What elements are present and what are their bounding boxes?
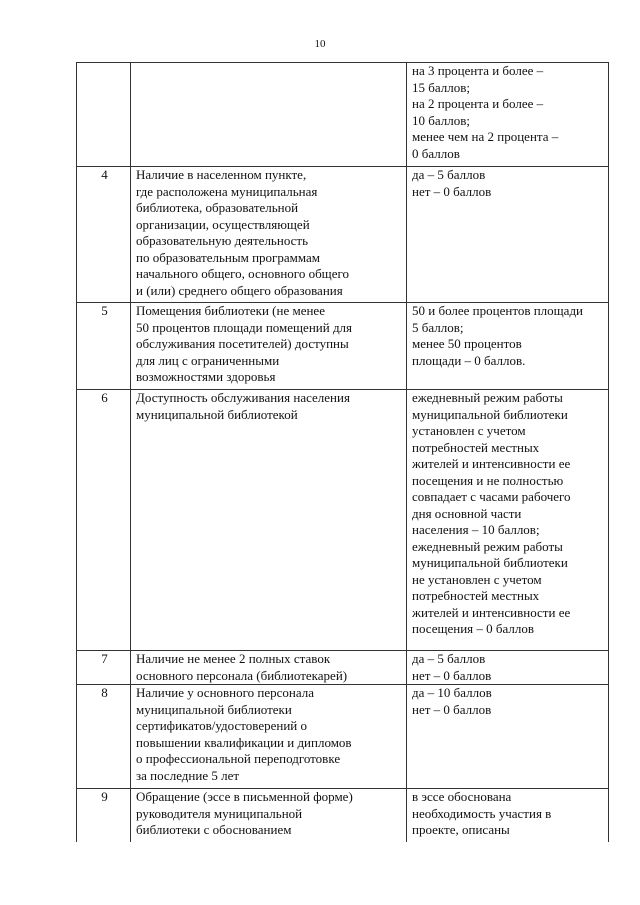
score-cell: 50 и более процентов площади 5 баллов; менее 50 процентов площади – 0 баллов. (407, 303, 609, 390)
row-number-cell: 5 (77, 303, 131, 390)
criterion-cell: Доступность обслуживания населения муниципальной библиотекой (131, 390, 407, 651)
criterion-cell: Обращение (эссе в письменной форме) руководителя муниципальной библиотеки с обоснованием (131, 789, 407, 842)
table-row (77, 167, 609, 303)
row-number-cell: 4 (77, 167, 131, 303)
table-row (77, 789, 609, 842)
score-cell: да – 5 баллов нет – 0 баллов (407, 651, 609, 685)
score-cell: да – 5 баллов нет – 0 баллов (407, 167, 609, 303)
table-row (77, 63, 609, 167)
score-cell: да – 10 баллов нет – 0 баллов (407, 685, 609, 789)
table-row (77, 685, 609, 789)
criterion-cell: Наличие у основного персонала муниципальной библиотеки сертификатов/удостоверений о повышении квалификации и дипломов о профессиональной переподготовке за последние 5 лет (131, 685, 407, 789)
page-number: 10 (314, 38, 326, 50)
criterion-cell: Наличие не менее 2 полных ставок основного персонала (библиотекарей) (131, 651, 407, 685)
score-cell: в эссе обоснована необходимость участия в проекте, описаны (407, 789, 609, 842)
score-cell: на 3 процента и более – 15 баллов; на 2 процента и более – 10 баллов; менее чем на 2 процента – 0 баллов (407, 63, 609, 167)
table-row (77, 303, 609, 390)
row-number-cell: 7 (77, 651, 131, 685)
criteria-table (76, 62, 609, 842)
row-number-cell: 9 (77, 789, 131, 842)
row-number-cell: 6 (77, 390, 131, 651)
score-cell: ежедневный режим работы муниципальной библиотеки установлен с учетом потребностей местных жителей и интенсивности ее посещения и не полностью совпадает с часами рабочего дня основной части населения – 10 баллов; ежедневный режим работы муниципальной библиотеки не установлен с учетом потребностей местных жителей и интенсивности ее посещения – 0 баллов (407, 390, 609, 651)
criterion-cell (131, 63, 407, 167)
row-number-cell (77, 63, 131, 167)
table-row (77, 651, 609, 685)
criterion-cell: Помещения библиотеки (не менее 50 процентов площади помещений для обслуживания посетителей) доступны для лиц с ограниченными возможностями здоровья (131, 303, 407, 390)
criterion-cell: Наличие в населенном пункте, где расположена муниципальная библиотека, образовательной организации, осуществляющей образовательную деятельность по образовательным программам начального общего, основного общего и (или) среднего общего образования (131, 167, 407, 303)
row-number-cell: 8 (77, 685, 131, 789)
table-row (77, 390, 609, 651)
